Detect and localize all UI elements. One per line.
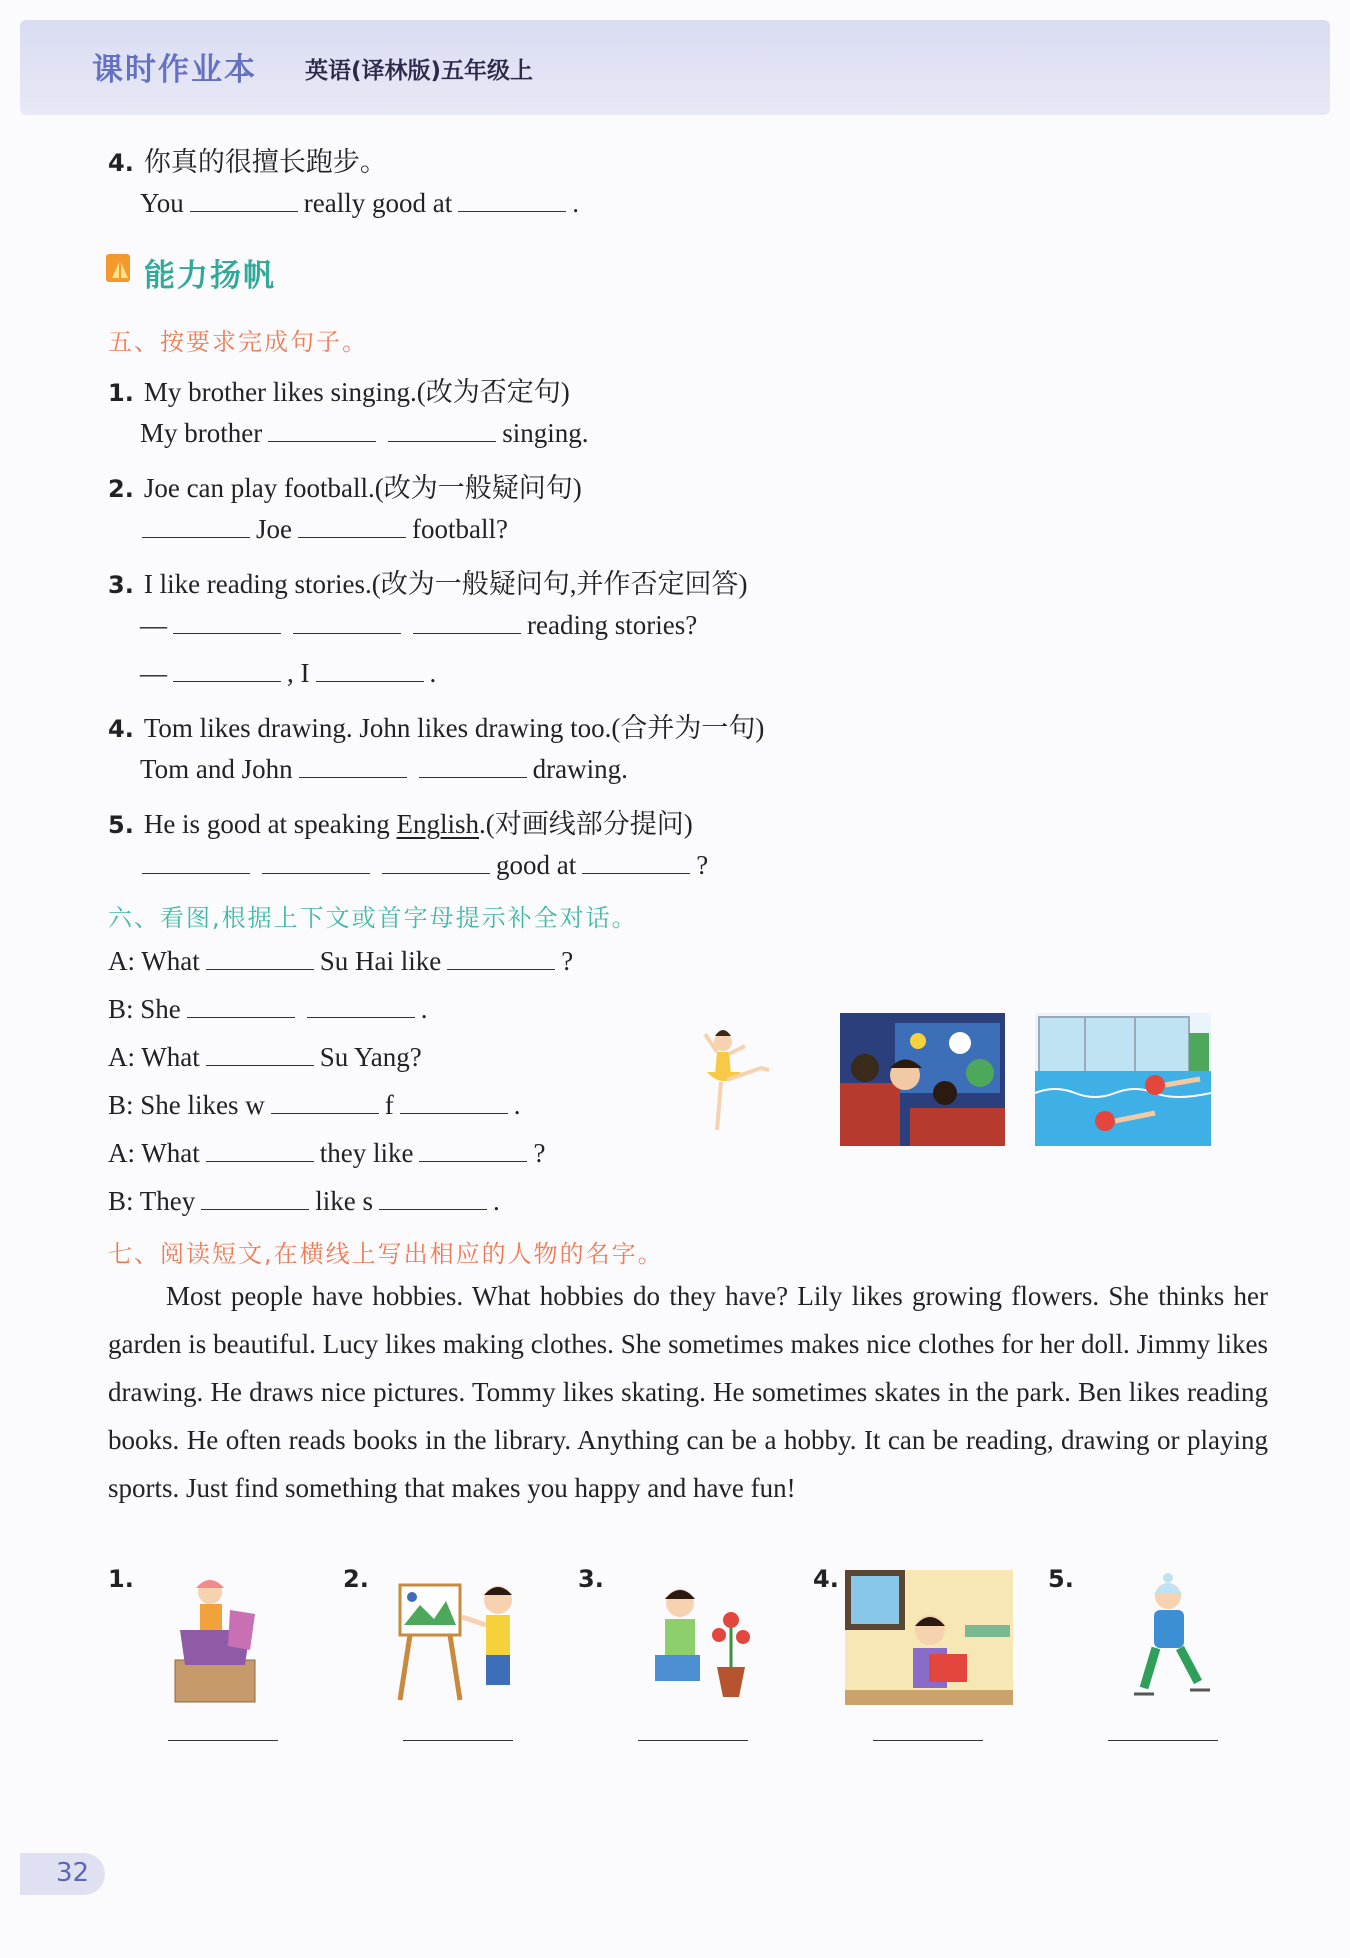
section5-heading: 五、按要求完成句子。: [108, 328, 368, 356]
s5-q1-answer: My brother singing.: [140, 418, 589, 448]
answer-line[interactable]: [1108, 1740, 1218, 1741]
s5-q4-answer: Tom and John drawing.: [140, 754, 628, 784]
dialog-line: A: What they like ?: [108, 1138, 546, 1168]
answer-blank[interactable]: [299, 776, 407, 778]
picture-number: 1.: [108, 1565, 134, 1593]
boy-drawing-illustration: [390, 1575, 525, 1705]
section-badge-icon: [106, 252, 136, 284]
book-title: 课时作业本: [92, 52, 257, 88]
answer-blank[interactable]: [316, 680, 424, 682]
answer-blank[interactable]: [582, 872, 690, 874]
section6-heading: 六、看图,根据上下文或首字母提示补全对话。: [108, 904, 638, 932]
girl-growing-flowers-illustration: [635, 1575, 755, 1705]
book-subtitle: 英语(译林版)五年级上: [305, 58, 534, 84]
dialog-line: B: They like s .: [108, 1186, 500, 1216]
answer-blank[interactable]: [413, 632, 521, 634]
answer-blank[interactable]: [142, 536, 250, 538]
page-number: 32: [56, 1858, 90, 1888]
answer-blank[interactable]: [419, 776, 527, 778]
answer-blank[interactable]: [268, 440, 376, 442]
answer-line[interactable]: [168, 1740, 278, 1741]
answer-blank[interactable]: [206, 1160, 314, 1162]
s5-q2-answer: Joe football?: [136, 514, 508, 545]
answer-blank[interactable]: [447, 968, 555, 970]
picture-number: 2.: [343, 1565, 369, 1593]
picture-number: 3.: [578, 1565, 604, 1593]
answer-blank[interactable]: [298, 536, 406, 538]
dialog-line: B: She .: [108, 994, 428, 1024]
s5-q4-prompt: 4. Tom likes drawing. John likes drawing too.(合并为一句): [108, 713, 765, 743]
q4-answer: You really good at .: [140, 188, 579, 218]
answer-blank[interactable]: [400, 1112, 508, 1114]
swimming-illustration: [1035, 1013, 1211, 1146]
s5-q2-prompt: 2. Joe can play football.(改为一般疑问句): [108, 473, 582, 503]
section-label-ability: 能力扬帆: [144, 258, 276, 294]
q4-prompt: 4. 你真的很擅长跑步。: [108, 147, 387, 177]
answer-blank[interactable]: [190, 210, 298, 212]
answer-blank[interactable]: [379, 1208, 487, 1210]
answer-blank[interactable]: [201, 1208, 309, 1210]
answer-blank[interactable]: [187, 1016, 295, 1018]
answer-line[interactable]: [873, 1740, 983, 1741]
dialog-line: A: What Su Hai like ?: [108, 946, 574, 976]
girl-making-clothes-illustration: [160, 1570, 270, 1705]
answer-line[interactable]: [403, 1740, 513, 1741]
answer-blank[interactable]: [173, 680, 281, 682]
answer-blank[interactable]: [388, 440, 496, 442]
s5-q1-prompt: 1. My brother likes singing.(改为否定句): [108, 377, 570, 407]
s5-q3-answer-1: — reading stories?: [140, 610, 698, 640]
s5-q5-answer: good at ?: [136, 850, 708, 881]
answer-blank[interactable]: [271, 1112, 379, 1114]
answer-blank[interactable]: [458, 210, 566, 212]
s5-q3-prompt: 3. I like reading stories.(改为一般疑问句,并作否定回答): [108, 569, 748, 599]
answer-blank[interactable]: [262, 872, 370, 874]
s5-q3-answer-2: — , I .: [140, 658, 437, 688]
picture-number: 4.: [813, 1565, 839, 1593]
dancing-girl-illustration: [695, 1020, 775, 1140]
answer-blank[interactable]: [419, 1160, 527, 1162]
answer-blank[interactable]: [142, 872, 250, 874]
answer-line[interactable]: [638, 1740, 748, 1741]
answer-blank[interactable]: [206, 968, 314, 970]
answer-blank[interactable]: [293, 632, 401, 634]
answer-blank[interactable]: [173, 632, 281, 634]
answer-blank[interactable]: [382, 872, 490, 874]
answer-blank[interactable]: [307, 1016, 415, 1018]
reading-passage: Most people have hobbies. What hobbies do they have? Lily likes growing flowers. She thinks her garden is beautiful. Lucy likes making clothes. She sometimes makes nice clothes for her doll. Jimmy likes drawing. He draws nice pictures. Tommy likes skating. He sometimes skates in the park. Ben likes reading books. He often reads books in the library. Anything can be a hobby. It can be reading, drawing or playing sports. Just find something that makes you happy and have fun!: [108, 1281, 1268, 1503]
cinema-illustration: [840, 1013, 1005, 1146]
boy-reading-illustration: [845, 1570, 1013, 1705]
dialog-line: A: What Su Yang?: [108, 1042, 422, 1072]
s5-q5-prompt: 5. He is good at speaking English.(对画线部分提问): [108, 809, 693, 839]
answer-blank[interactable]: [206, 1064, 314, 1066]
dialog-line: B: She likes w f .: [108, 1090, 521, 1120]
boy-skating-illustration: [1120, 1570, 1220, 1705]
section7-heading: 七、阅读短文,在横线上写出相应的人物的名字。: [108, 1240, 664, 1268]
picture-number: 5.: [1048, 1565, 1074, 1593]
